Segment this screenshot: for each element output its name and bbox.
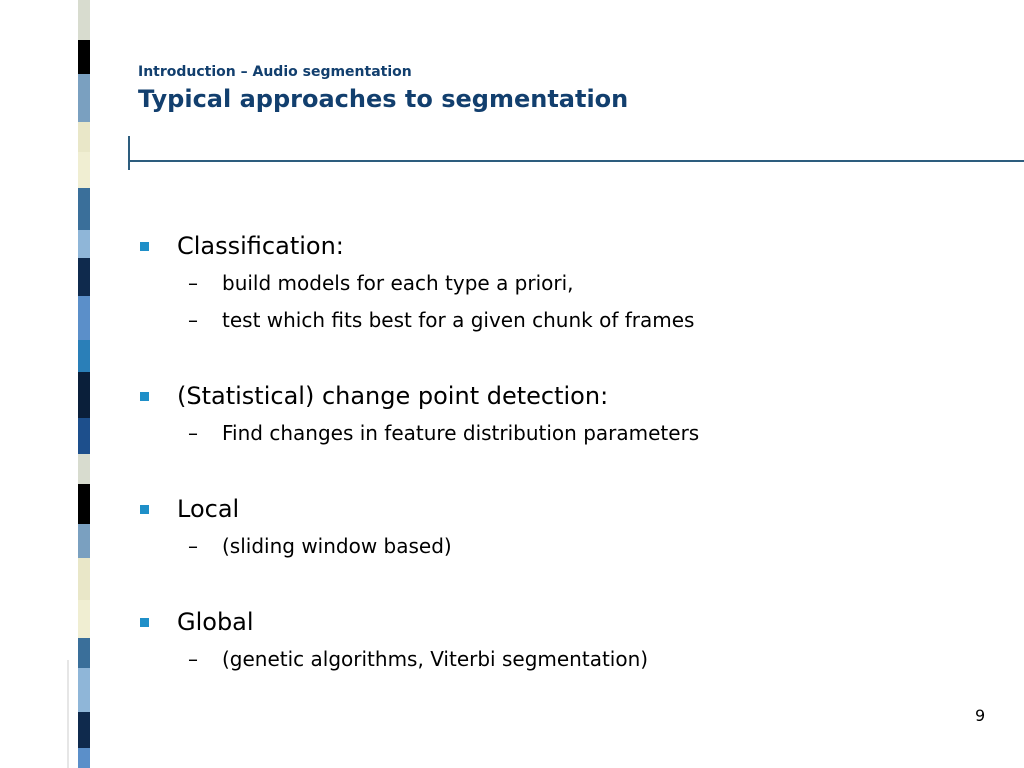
sub-item — [140, 527, 1000, 564]
bullet-item — [140, 228, 1000, 264]
square-bullet-icon — [140, 392, 149, 401]
stripe-segment — [78, 40, 90, 74]
bullet-group-global — [140, 604, 1000, 677]
stripe-segment — [78, 712, 90, 748]
stripe-segment — [78, 152, 90, 188]
sub-item — [140, 414, 1000, 451]
title-rule-horizontal — [128, 160, 1024, 162]
stripe-segment — [78, 188, 90, 230]
stripe-segment — [78, 122, 90, 152]
bullet-item — [140, 491, 1000, 527]
stripe-segment — [78, 296, 90, 340]
stripe-segment — [78, 372, 90, 418]
stripe-segment — [78, 0, 90, 40]
dash-marker: – — [188, 420, 198, 445]
sub-item-text: Find changes in feature distribution parameters — [222, 420, 700, 445]
bullet-group-classification — [140, 228, 1000, 338]
stripe-segment — [78, 558, 90, 600]
bullet-item — [140, 378, 1000, 414]
dash-marker: – — [188, 646, 198, 671]
sub-item — [140, 640, 1000, 677]
dash-marker: – — [188, 307, 198, 332]
sub-item — [140, 264, 1000, 301]
sub-item-text: test which fits best for a given chunk of frames — [222, 307, 695, 332]
bullet-list — [140, 228, 1000, 677]
bullet-item — [140, 604, 1000, 640]
bullet-group-change-point — [140, 378, 1000, 451]
bullet-group-local — [140, 491, 1000, 564]
sub-item-text: (sliding window based) — [222, 533, 452, 558]
stripe-segment — [78, 418, 90, 454]
stripe-segment — [78, 454, 90, 484]
page-number: 9 — [975, 706, 986, 725]
sub-item-text: (genetic algorithms, Viterbi segmentation) — [222, 646, 649, 671]
sub-item — [140, 301, 1000, 338]
stripe-segment — [78, 258, 90, 296]
bullet-text: Local — [177, 495, 240, 523]
stripe-column — [78, 0, 90, 768]
slide-title: Typical approaches to segmentation — [138, 85, 629, 113]
stripe-thin-line — [67, 660, 69, 768]
square-bullet-icon — [140, 505, 149, 514]
stripe-segment — [78, 600, 90, 638]
stripe-segment — [78, 748, 90, 768]
stripe-segment — [78, 524, 90, 558]
stripe-segment — [78, 638, 90, 668]
stripe-segment — [78, 340, 90, 372]
stripe-segment — [78, 668, 90, 712]
dash-marker: – — [188, 270, 198, 295]
stripe-segment — [78, 74, 90, 122]
slide-subtitle: Introduction – Audio segmentation — [138, 64, 412, 80]
decorative-stripe — [0, 0, 90, 768]
square-bullet-icon — [140, 618, 149, 627]
square-bullet-icon — [140, 242, 149, 251]
stripe-segment — [78, 484, 90, 524]
sub-item-text: build models for each type a priori, — [222, 270, 574, 295]
stripe-segment — [78, 230, 90, 258]
bullet-text: Classification: — [177, 232, 344, 260]
bullet-text: Global — [177, 608, 254, 636]
bullet-text: (Statistical) change point detection: — [177, 382, 609, 410]
dash-marker: – — [188, 533, 198, 558]
title-rule-vertical — [128, 136, 130, 170]
